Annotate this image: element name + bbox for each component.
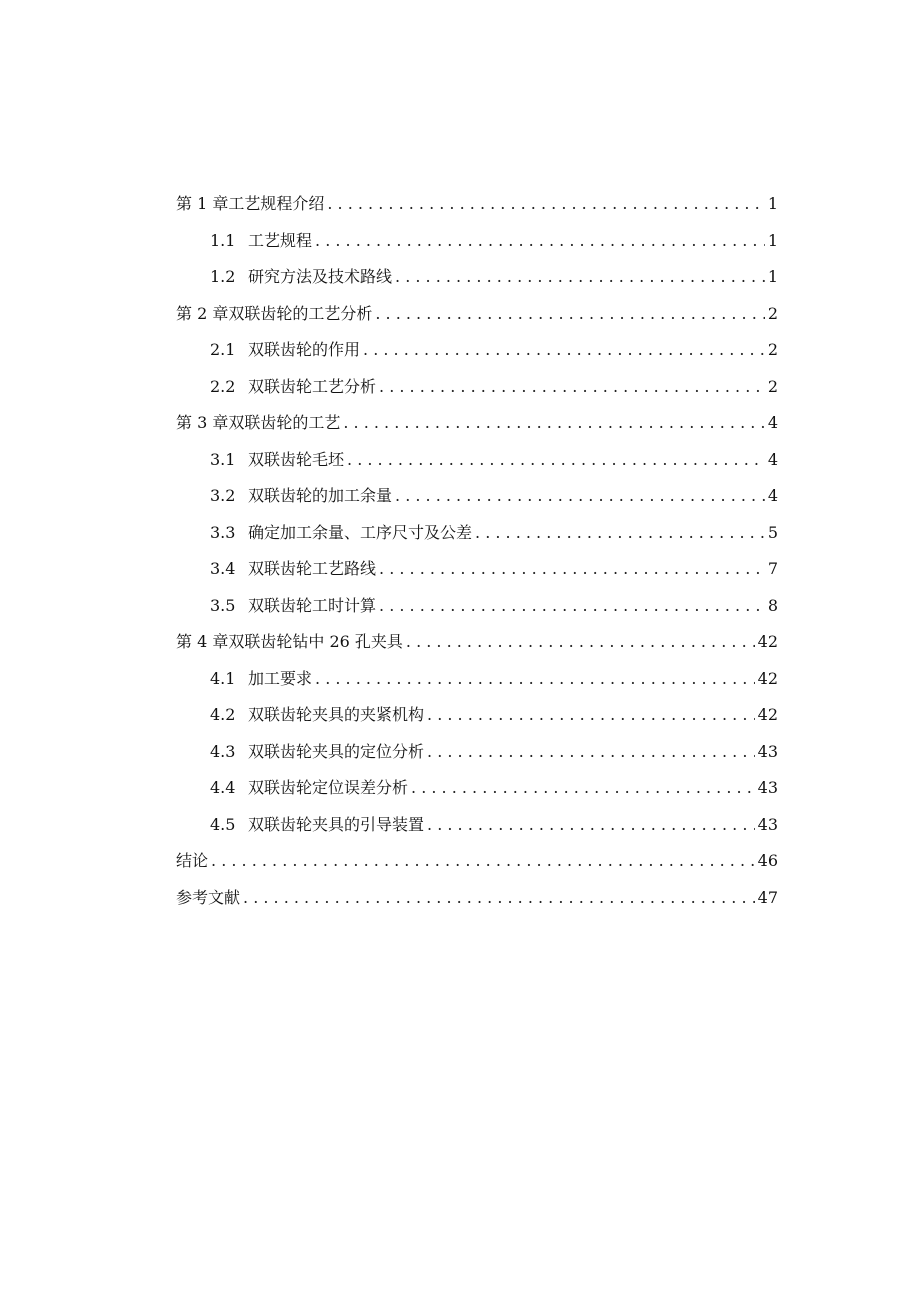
toc-entry-3-5[interactable] (176, 588, 778, 625)
toc-entry-title: 研究方法及技术路线 (248, 267, 393, 286)
toc-dot-leader (327, 186, 764, 223)
toc-dot-leader (427, 807, 755, 844)
toc-entry-4-2[interactable] (176, 697, 778, 734)
toc-dot-leader (379, 369, 765, 406)
toc-dot-leader (379, 551, 765, 588)
toc-entry-4-4[interactable] (176, 770, 778, 807)
toc-entry-title: 双联齿轮毛坯 (248, 449, 345, 469)
toc-entry-title: 第 1 章工艺规程介绍 (176, 194, 325, 213)
toc-entry-title: 结论 (176, 851, 209, 870)
toc-page-number: 1 (767, 230, 778, 250)
toc-entry-3-3[interactable] (176, 515, 778, 552)
toc-entry-1-2[interactable] (176, 259, 778, 296)
toc-dot-leader (427, 734, 755, 771)
toc-section-number: 4.1 (210, 668, 236, 688)
toc-page-number: 4 (767, 413, 778, 432)
toc-entry-title: 加工要求 (248, 668, 313, 688)
toc-dot-leader (427, 697, 755, 734)
toc-page-number: 42 (757, 632, 778, 651)
toc-page-number: 4 (767, 486, 778, 505)
toc-dot-leader (211, 843, 755, 880)
toc-page-number: 7 (767, 559, 778, 578)
toc-entry-title: 第 3 章双联齿轮的工艺 (176, 413, 341, 432)
toc-dot-leader (375, 296, 764, 333)
toc-entry-3-4[interactable] (176, 551, 778, 588)
toc-entry-4-1[interactable] (176, 661, 778, 698)
toc-dot-leader (475, 515, 765, 552)
toc-page-number: 46 (757, 851, 778, 870)
toc-page-number: 43 (757, 814, 778, 834)
toc-page-number: 2 (767, 340, 778, 359)
toc-page-number: 4 (767, 449, 778, 469)
toc-page-number: 1 (767, 267, 778, 286)
toc-entry-title: 第 2 章双联齿轮的工艺分析 (176, 303, 373, 323)
toc-section-number: 3.1 (210, 449, 236, 469)
toc-section-number: 2.1 (210, 340, 236, 359)
toc-section-number: 3.2 (210, 486, 236, 505)
toc-entry-chapter-4[interactable] (176, 624, 778, 661)
toc-page-number: 43 (757, 778, 778, 797)
toc-entry-conclusion[interactable] (176, 843, 778, 880)
toc-entry-title: 第 4 章双联齿轮钻中 26 孔夹具 (176, 632, 403, 651)
toc-entry-chapter-3[interactable] (176, 405, 778, 442)
toc-dot-leader (343, 405, 764, 442)
toc-section-number: 3.5 (210, 595, 236, 615)
toc-section-number: 4.5 (210, 814, 236, 834)
toc-entry-title: 双联齿轮的加工余量 (248, 486, 393, 505)
toc-page-number: 1 (767, 194, 778, 213)
toc-page-number: 2 (767, 376, 778, 396)
toc-entry-chapter-2[interactable] (176, 296, 778, 333)
table-of-contents (176, 186, 778, 916)
toc-page-number: 2 (767, 303, 778, 323)
toc-dot-leader (395, 259, 765, 296)
toc-entry-title: 确定加工余量、工序尺寸及公差 (248, 522, 473, 542)
toc-page-number: 43 (757, 741, 778, 761)
toc-entry-references[interactable] (176, 880, 778, 917)
toc-entry-title: 双联齿轮的作用 (248, 340, 361, 359)
toc-entry-2-2[interactable] (176, 369, 778, 406)
toc-entry-2-1[interactable] (176, 332, 778, 369)
toc-dot-leader (406, 624, 755, 661)
toc-entry-chapter-1[interactable] (176, 186, 778, 223)
toc-page-number: 5 (767, 522, 778, 542)
toc-section-number: 1.2 (210, 267, 236, 286)
toc-section-number: 1.1 (210, 230, 236, 250)
toc-dot-leader (363, 332, 765, 369)
toc-entry-3-1[interactable] (176, 442, 778, 479)
toc-dot-leader (379, 588, 765, 625)
toc-entry-title: 双联齿轮工艺路线 (248, 559, 377, 578)
toc-page-number: 42 (757, 705, 778, 724)
toc-dot-leader (315, 661, 755, 698)
toc-section-number: 4.4 (210, 778, 236, 797)
toc-entry-1-1[interactable] (176, 223, 778, 260)
toc-entry-4-5[interactable] (176, 807, 778, 844)
toc-entry-title: 双联齿轮工时计算 (248, 595, 377, 615)
toc-dot-leader (243, 880, 755, 917)
toc-entry-title: 双联齿轮夹具的定位分析 (248, 741, 425, 761)
toc-entry-title: 工艺规程 (248, 230, 313, 250)
toc-page-number: 47 (757, 887, 778, 907)
toc-entry-title: 双联齿轮夹具的夹紧机构 (248, 705, 425, 724)
toc-section-number: 2.2 (210, 376, 236, 396)
toc-page-number: 8 (767, 595, 778, 615)
toc-entry-title: 双联齿轮夹具的引导装置 (248, 814, 425, 834)
toc-section-number: 3.4 (210, 559, 236, 578)
toc-entry-3-2[interactable] (176, 478, 778, 515)
toc-dot-leader (395, 478, 765, 515)
toc-dot-leader (411, 770, 755, 807)
toc-dot-leader (347, 442, 765, 479)
toc-entry-title: 双联齿轮定位误差分析 (248, 778, 409, 797)
toc-dot-leader (315, 223, 765, 260)
toc-entry-title: 参考文献 (176, 887, 241, 907)
toc-section-number: 4.3 (210, 741, 236, 761)
toc-entry-title: 双联齿轮工艺分析 (248, 376, 377, 396)
toc-page-number: 42 (757, 668, 778, 688)
toc-section-number: 4.2 (210, 705, 236, 724)
toc-entry-4-3[interactable] (176, 734, 778, 771)
toc-section-number: 3.3 (210, 522, 236, 542)
